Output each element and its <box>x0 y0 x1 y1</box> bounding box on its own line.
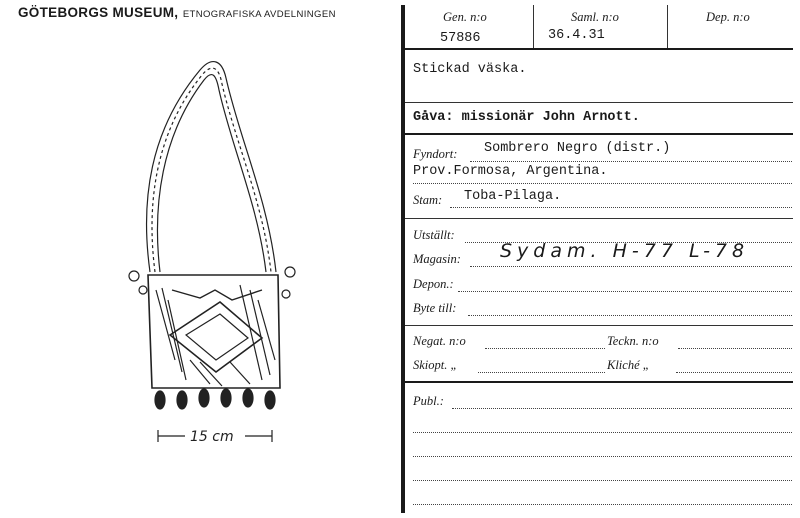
dep-label: Dep. n:o <box>706 10 750 24</box>
right-tassel <box>285 267 295 277</box>
magasin-value: Sydam. H-77 L-78 <box>500 240 750 262</box>
bag-diamond-motif <box>170 302 262 372</box>
utstallt-label: Utställt: <box>413 228 455 242</box>
department-name: ETNOGRAFISKA AVDELNINGEN <box>182 9 336 20</box>
skiopt-label: Skiopt. „ <box>413 358 458 372</box>
byte-label: Byte till: <box>413 301 457 315</box>
fyndort-value: Sombrero Negro (distr.) <box>484 141 671 156</box>
scale-label: 15 cm <box>190 429 234 445</box>
fyndort-label: Fyndort: <box>413 147 458 161</box>
left-tassel <box>129 271 139 281</box>
fyndort-value-2: Prov.Formosa, Argentina. <box>413 164 608 179</box>
saml-value: 36.4.31 <box>548 28 605 43</box>
depon-label: Depon.: <box>413 277 454 291</box>
gen-value: 57886 <box>440 31 481 46</box>
kliche-label: Kliché „ <box>607 358 650 372</box>
card-left-border <box>401 5 405 513</box>
teckn-label: Teckn. n:o <box>607 334 659 348</box>
magasin-label: Magasin: <box>413 252 461 266</box>
saml-label: Saml. n:o <box>571 10 619 24</box>
negat-label: Negat. n:o <box>413 334 466 348</box>
object-title: Stickad väska. <box>413 62 527 77</box>
donation: Gåva: missionär John Arnott. <box>413 110 640 125</box>
gen-label: Gen. n:o <box>443 10 487 24</box>
museum-name: GÖTEBORGS MUSEUM, <box>18 5 179 20</box>
publ-label: Publ.: <box>413 394 444 408</box>
bottom-fringe <box>155 389 275 409</box>
stam-value: Toba-Pilaga. <box>464 189 562 204</box>
bag-strap <box>147 62 276 272</box>
stam-label: Stam: <box>413 193 443 207</box>
